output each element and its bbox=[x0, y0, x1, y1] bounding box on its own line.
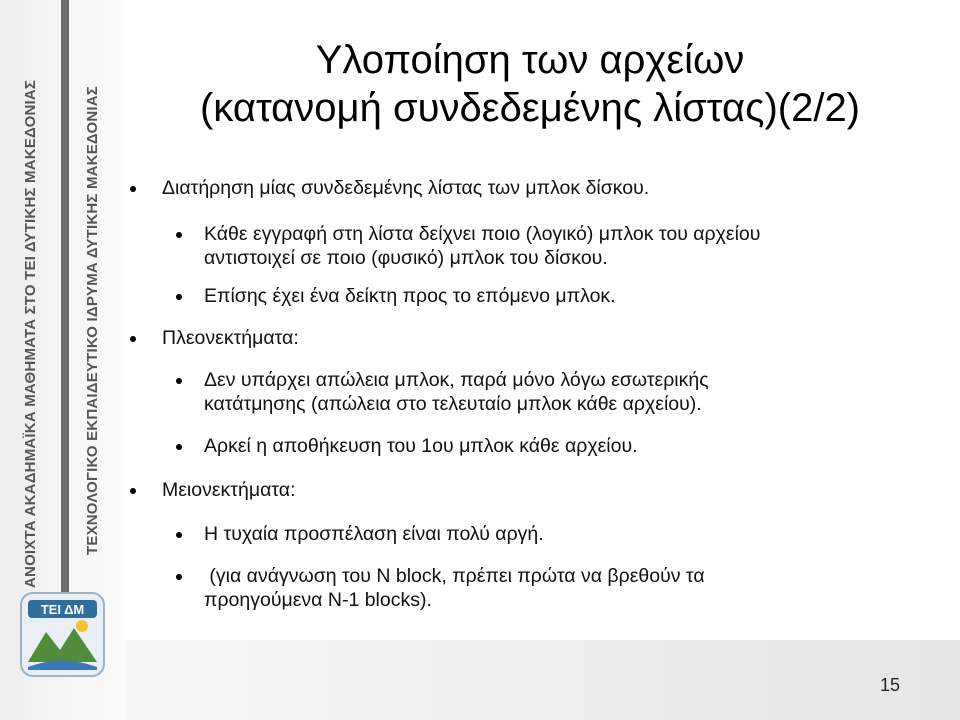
bullet-continuation bbox=[204, 392, 702, 416]
bullet-item bbox=[204, 522, 544, 546]
bullet-item bbox=[204, 284, 616, 308]
bullet-text: κατάτμησης (απώλεια στο τελευταίο μπλοκ κάθε αρχείου). bbox=[204, 393, 702, 415]
bullet-text: Πλεονεκτήματα: bbox=[162, 327, 299, 349]
bullet-icon bbox=[130, 336, 136, 342]
bullet-icon bbox=[176, 444, 182, 450]
sidebar-divider bbox=[61, 0, 69, 600]
bullet-item bbox=[162, 176, 649, 200]
slide-title-line-1: Υλοποίηση των αρχείων bbox=[315, 38, 745, 82]
bullet-icon bbox=[130, 488, 136, 494]
slide-title-line-2: (κατανομή συνδεδεμένης λίστας)(2/2) bbox=[199, 86, 861, 130]
slide-title bbox=[100, 36, 960, 132]
logo-text: ΤΕΙ ΔΜ bbox=[40, 602, 85, 617]
bullet-text: προηγούμενα N-1 blocks). bbox=[204, 589, 432, 611]
bullet-icon bbox=[176, 294, 182, 300]
institution-vertical-subtext: ΤΕΧΝΟΛΟΓΙΚΟ ΕΚΠΑΙΔΕΥΤΙΚΟ ΙΔΡΥΜΑ ΔΥΤΙΚΗΣ ΜΑΚΕΔΟΝΙΑΣ bbox=[84, 85, 101, 555]
footer-bar bbox=[125, 640, 960, 720]
bullet-text: (για ανάγνωση του N block, πρέπει πρώτα να βρεθούν τα bbox=[204, 565, 705, 587]
bullet-text: Κάθε εγγραφή στη λίστα δείχνει ποιο (λογικό) μπλοκ του αρχείου bbox=[204, 223, 761, 245]
bullet-item bbox=[204, 222, 760, 246]
bullet-icon bbox=[176, 378, 182, 384]
bullet-icon bbox=[176, 232, 182, 238]
institution-vertical-text: ΑΝΟΙΧΤΑ ΑΚΑΔΗΜΑΪΚΑ ΜΑΘΗΜΑΤΑ ΣΤΟ ΤΕΙ ΔΥΤΙΚΗΣ ΜΑΚΕΔΟΝΙΑΣ bbox=[22, 79, 39, 588]
bullet-item bbox=[162, 326, 299, 350]
bullet-item bbox=[204, 564, 705, 588]
bullet-text: αντιστοιχεί σε ποιο (φυσικό) μπλοκ του δίσκου. bbox=[204, 247, 608, 269]
bullet-text: Η τυχαία προσπέλαση είναι πολύ αργή. bbox=[204, 523, 544, 545]
bullet-icon bbox=[176, 532, 182, 538]
bullet-continuation bbox=[204, 588, 432, 612]
bullet-text: Επίσης έχει ένα δείκτη προς το επόμενο μπλοκ. bbox=[204, 285, 616, 307]
bullet-continuation bbox=[204, 246, 608, 270]
bullet-text: Μειονεκτήματα: bbox=[162, 479, 296, 501]
bullet-icon bbox=[130, 186, 136, 192]
tei-logo-icon bbox=[20, 592, 105, 677]
bullet-text: Δεν υπάρχει απώλεια μπλοκ, παρά μόνο λόγω εσωτερικής bbox=[204, 369, 709, 391]
page-number: 15 bbox=[879, 675, 901, 695]
bullet-item bbox=[204, 368, 709, 392]
bullet-text: Διατήρηση μίας συνδεδεμένης λίστας των μπλοκ δίσκου. bbox=[162, 177, 650, 199]
bullet-item bbox=[162, 478, 295, 502]
bullet-item bbox=[204, 434, 638, 458]
bullet-icon bbox=[176, 574, 182, 580]
bullet-text: Αρκεί η αποθήκευση του 1ου μπλοκ κάθε αρχείου. bbox=[204, 435, 638, 457]
